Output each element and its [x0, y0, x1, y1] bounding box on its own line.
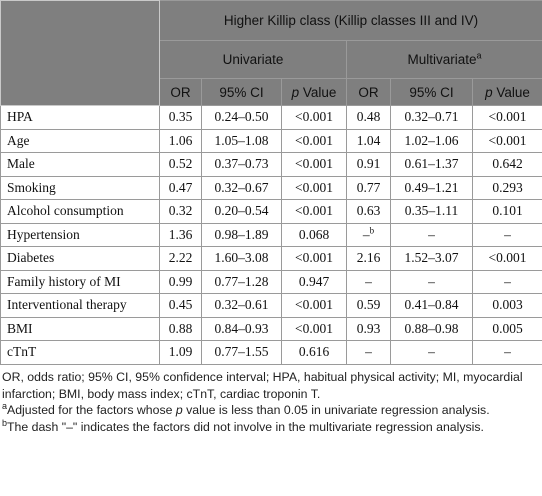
table-cell: 1.52–3.07 — [391, 247, 473, 271]
table-cell: – — [391, 270, 473, 294]
row-label: cTnT — [1, 341, 160, 365]
table-row — [1, 270, 542, 294]
table-cell: – — [391, 223, 473, 247]
table-cell: 0.32–0.61 — [202, 294, 282, 318]
table-cell: – — [473, 223, 542, 247]
col-ci-multi: 95% CI — [391, 79, 473, 106]
table-cell: 0.616 — [282, 341, 347, 365]
abbreviations-note: OR, odds ratio; 95% CI, 95% confidence interval; HPA, habitual physical activity; MI, myocardial infarction; BMI, body mass index; cTnT, cardiac troponin T. — [2, 370, 523, 401]
table-row — [1, 176, 542, 200]
table-cell: 0.61–1.37 — [391, 153, 473, 177]
table-cell: 0.77–1.55 — [202, 341, 282, 365]
table-row — [1, 129, 542, 153]
table-cell: 0.45 — [160, 294, 202, 318]
table-cell: 0.32–0.67 — [202, 176, 282, 200]
table-cell: 0.98–1.89 — [202, 223, 282, 247]
header-corner — [1, 1, 160, 106]
table-cell: <0.001 — [282, 200, 347, 224]
row-label: Age — [1, 129, 160, 153]
table-cell: –$^b$ — [347, 223, 391, 247]
table-cell: 0.91 — [347, 153, 391, 177]
table-footnotes — [2, 369, 540, 435]
row-label: Male — [1, 153, 160, 177]
univariate-header: Univariate — [160, 41, 347, 79]
group-header: Higher Killip class (Killip classes III and IV) — [160, 1, 542, 41]
row-label: Interventional therapy — [1, 294, 160, 318]
table-row — [1, 106, 542, 130]
multivariate-header: Multivariate$^a$ — [347, 41, 542, 79]
table-cell: <0.001 — [282, 247, 347, 271]
col-p-uni: p Value — [282, 79, 347, 106]
table-cell: 1.60–3.08 — [202, 247, 282, 271]
table-cell: 0.77 — [347, 176, 391, 200]
table-cell: 0.293 — [473, 176, 542, 200]
table-row — [1, 247, 542, 271]
table-cell: 0.35–1.11 — [391, 200, 473, 224]
col-p-multi: p Value — [473, 79, 542, 106]
table-cell: <0.001 — [473, 129, 542, 153]
col-or-multi: OR — [347, 79, 391, 106]
table-cell: 2.22 — [160, 247, 202, 271]
table-cell: 0.99 — [160, 270, 202, 294]
table-cell: – — [347, 341, 391, 365]
table-cell: <0.001 — [282, 317, 347, 341]
table-cell: 0.37–0.73 — [202, 153, 282, 177]
table-cell: 1.02–1.06 — [391, 129, 473, 153]
table-cell: 1.04 — [347, 129, 391, 153]
table-cell: 1.06 — [160, 129, 202, 153]
row-label: Family history of MI — [1, 270, 160, 294]
col-or-uni: OR — [160, 79, 202, 106]
table-cell: 0.48 — [347, 106, 391, 130]
col-ci-uni: 95% CI — [202, 79, 282, 106]
table-cell: 0.59 — [347, 294, 391, 318]
table-cell: – — [391, 341, 473, 365]
table-cell: 2.16 — [347, 247, 391, 271]
table-cell: 0.20–0.54 — [202, 200, 282, 224]
table-cell: 0.947 — [282, 270, 347, 294]
table-cell: 0.88–0.98 — [391, 317, 473, 341]
table-cell: 0.003 — [473, 294, 542, 318]
table-cell: 0.32–0.71 — [391, 106, 473, 130]
table-cell: 0.52 — [160, 153, 202, 177]
table-cell: – — [473, 270, 542, 294]
table-cell: – — [473, 341, 542, 365]
table-row — [1, 294, 542, 318]
table-cell: <0.001 — [473, 247, 542, 271]
table-row — [1, 317, 542, 341]
footnote-b: $^b$The dash "–" indicates the factors did not involve in the multivariate regression analysis. — [2, 417, 484, 434]
table-cell: 0.005 — [473, 317, 542, 341]
row-label: Smoking — [1, 176, 160, 200]
footnote-a: $^a$Adjusted for the factors whose p value is less than 0.05 in univariate regression analysis. — [2, 400, 490, 417]
table-cell: 0.47 — [160, 176, 202, 200]
table-cell: <0.001 — [282, 153, 347, 177]
table-cell: <0.001 — [282, 294, 347, 318]
table-cell: 0.49–1.21 — [391, 176, 473, 200]
row-label: HPA — [1, 106, 160, 130]
table-cell: 0.84–0.93 — [202, 317, 282, 341]
row-label: BMI — [1, 317, 160, 341]
row-label: Hypertension — [1, 223, 160, 247]
table-cell: 1.09 — [160, 341, 202, 365]
table-row — [1, 341, 542, 365]
table-cell: <0.001 — [473, 106, 542, 130]
table-row — [1, 223, 542, 247]
table-cell: 0.93 — [347, 317, 391, 341]
table-cell: 0.88 — [160, 317, 202, 341]
table-row — [1, 153, 542, 177]
table-cell: 0.77–1.28 — [202, 270, 282, 294]
table-cell: <0.001 — [282, 176, 347, 200]
table-cell: 0.642 — [473, 153, 542, 177]
table-cell: 0.63 — [347, 200, 391, 224]
table-cell: 1.36 — [160, 223, 202, 247]
table-cell: 0.24–0.50 — [202, 106, 282, 130]
table-cell: 0.35 — [160, 106, 202, 130]
table-cell: – — [347, 270, 391, 294]
table-cell: 0.32 — [160, 200, 202, 224]
table-row — [1, 200, 542, 224]
table-cell: 1.05–1.08 — [202, 129, 282, 153]
row-label: Alcohol consumption — [1, 200, 160, 224]
table-cell: <0.001 — [282, 129, 347, 153]
table-cell: 0.101 — [473, 200, 542, 224]
table-cell: 0.068 — [282, 223, 347, 247]
table-cell: <0.001 — [282, 106, 347, 130]
row-label: Diabetes — [1, 247, 160, 271]
table-cell: 0.41–0.84 — [391, 294, 473, 318]
